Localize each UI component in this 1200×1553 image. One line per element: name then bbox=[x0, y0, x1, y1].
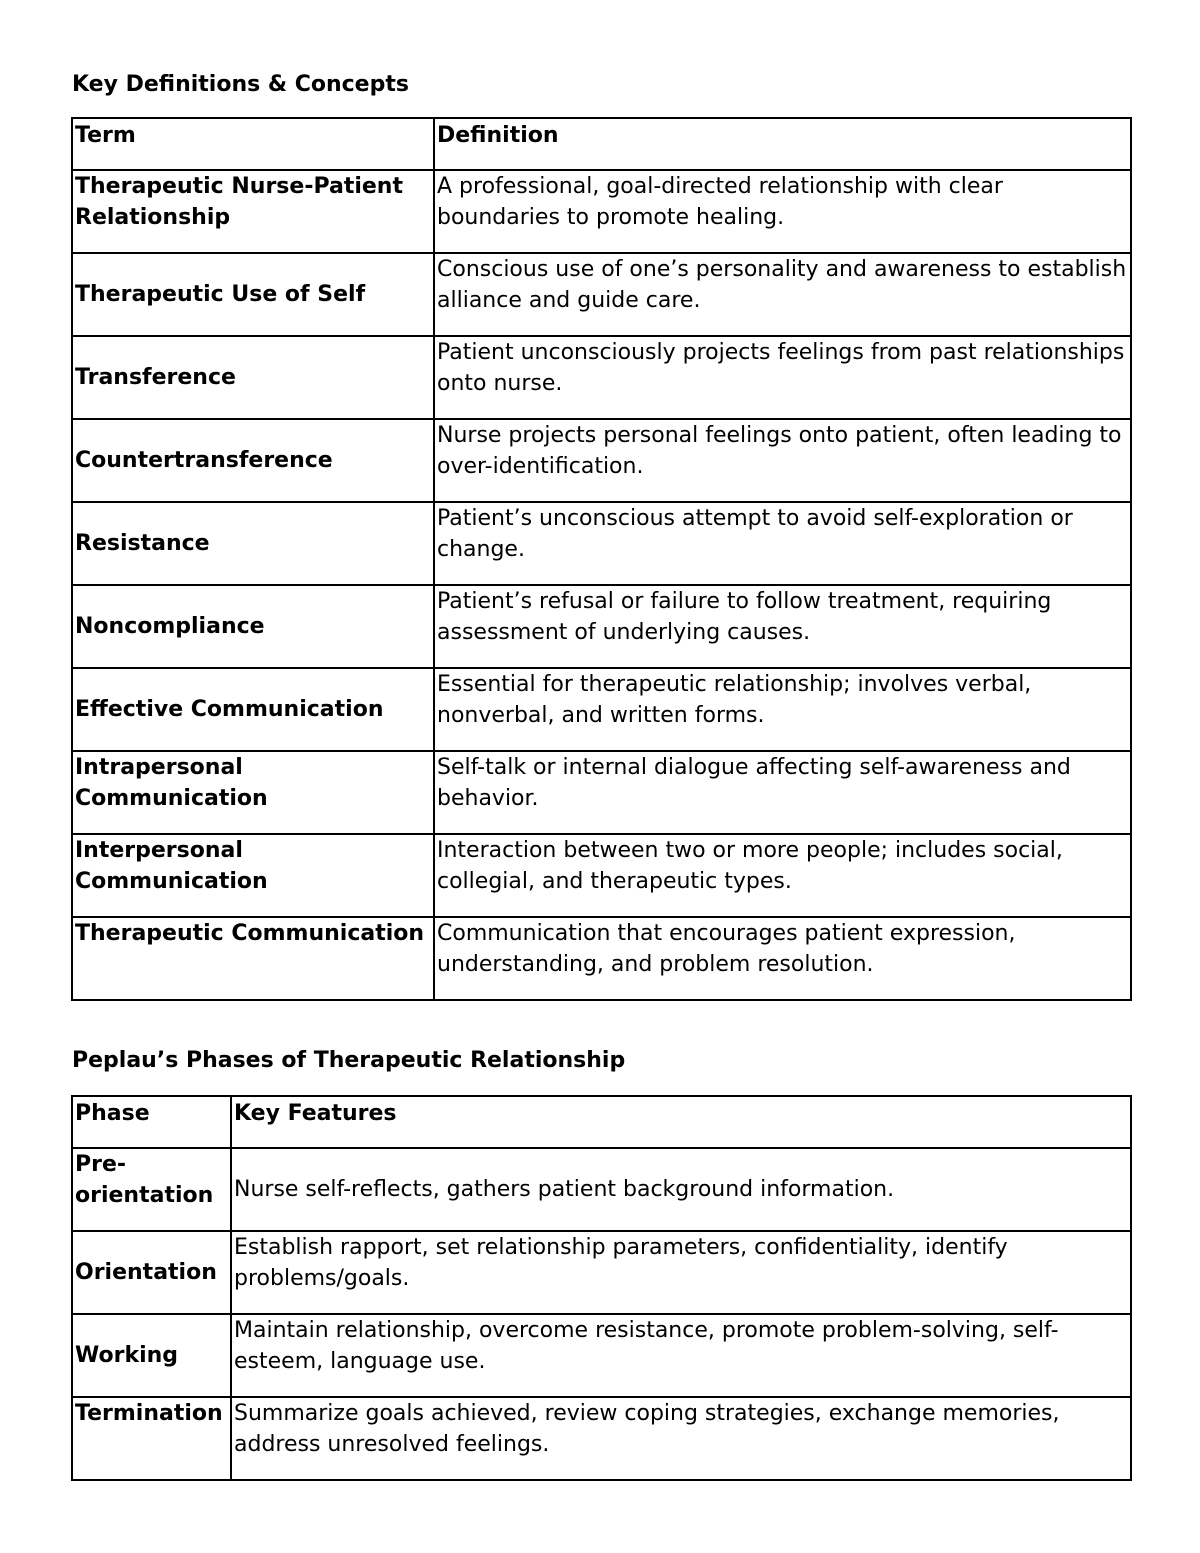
phases-row bbox=[72, 1397, 1131, 1480]
term-cell: Effective Communication bbox=[72, 668, 434, 751]
definitions-row bbox=[72, 917, 1131, 1000]
definition-cell: Conscious use of one’s personality and awareness to establish alliance and guide care. bbox=[434, 253, 1131, 336]
definition-cell: Interaction between two or more people; includes social, collegial, and therapeutic types. bbox=[434, 834, 1131, 917]
phase-cell: Working bbox=[72, 1314, 231, 1397]
definitions-header-row bbox=[72, 118, 1131, 170]
features-cell: Maintain relationship, overcome resistance, promote problem-solving, self-esteem, language use. bbox=[231, 1314, 1131, 1397]
term-cell: Interpersonal Communication bbox=[72, 834, 434, 917]
phases-header-row bbox=[72, 1096, 1131, 1148]
definition-cell: Communication that encourages patient expression, understanding, and problem resolution. bbox=[434, 917, 1131, 1000]
features-column-header: Key Features bbox=[231, 1096, 1131, 1148]
definitions-row bbox=[72, 834, 1131, 917]
definition-cell: Patient unconsciously projects feelings from past relationships onto nurse. bbox=[434, 336, 1131, 419]
definition-cell: Essential for therapeutic relationship; involves verbal, nonverbal, and written forms. bbox=[434, 668, 1131, 751]
phase-cell: Pre-orientation bbox=[72, 1148, 231, 1231]
definition-cell: Patient’s unconscious attempt to avoid self-exploration or change. bbox=[434, 502, 1131, 585]
definitions-row bbox=[72, 253, 1131, 336]
features-cell: Establish rapport, set relationship parameters, confidentiality, identify problems/goals. bbox=[231, 1231, 1131, 1314]
phases-row bbox=[72, 1231, 1131, 1314]
term-cell: Intrapersonal Communication bbox=[72, 751, 434, 834]
phases-row bbox=[72, 1314, 1131, 1397]
term-cell: Countertransference bbox=[72, 419, 434, 502]
term-cell: Transference bbox=[72, 336, 434, 419]
definition-cell: A professional, goal-directed relationship with clear boundaries to promote healing. bbox=[434, 170, 1131, 253]
definition-cell: Nurse projects personal feelings onto patient, often leading to over-identification. bbox=[434, 419, 1131, 502]
term-cell: Therapeutic Nurse-Patient Relationship bbox=[72, 170, 434, 253]
definitions-row bbox=[72, 336, 1131, 419]
phase-column-header: Phase bbox=[72, 1096, 231, 1148]
term-column-header: Term bbox=[72, 118, 434, 170]
phases-section-title: Peplau’s Phases of Therapeutic Relationship bbox=[72, 1048, 626, 1073]
definition-column-header: Definition bbox=[434, 118, 1131, 170]
definition-cell: Patient’s refusal or failure to follow treatment, requiring assessment of underlying causes. bbox=[434, 585, 1131, 668]
definitions-row bbox=[72, 668, 1131, 751]
definitions-row bbox=[72, 502, 1131, 585]
definitions-section-title: Key Definitions & Concepts bbox=[72, 72, 409, 97]
phases-table bbox=[71, 1095, 1132, 1481]
definitions-table bbox=[71, 117, 1132, 1001]
term-cell: Therapeutic Communication bbox=[72, 917, 434, 1000]
features-cell: Summarize goals achieved, review coping strategies, exchange memories, address unresolved feelings. bbox=[231, 1397, 1131, 1480]
term-cell: Noncompliance bbox=[72, 585, 434, 668]
phases-row bbox=[72, 1148, 1131, 1231]
definitions-row bbox=[72, 751, 1131, 834]
term-cell: Therapeutic Use of Self bbox=[72, 253, 434, 336]
definitions-row bbox=[72, 585, 1131, 668]
phase-cell: Termination bbox=[72, 1397, 231, 1480]
definition-cell: Self-talk or internal dialogue affecting self-awareness and behavior. bbox=[434, 751, 1131, 834]
features-cell: Nurse self-reflects, gathers patient background information. bbox=[231, 1148, 1131, 1231]
definitions-row bbox=[72, 170, 1131, 253]
phase-cell: Orientation bbox=[72, 1231, 231, 1314]
definitions-row bbox=[72, 419, 1131, 502]
term-cell: Resistance bbox=[72, 502, 434, 585]
